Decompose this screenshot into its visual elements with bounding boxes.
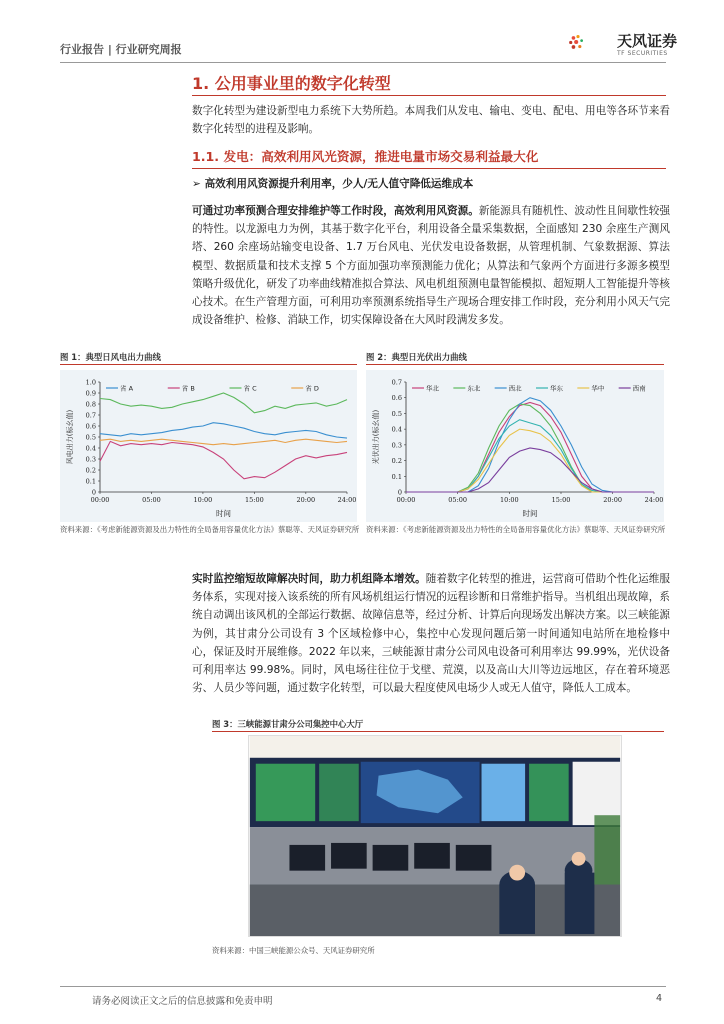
paragraph-2 (192, 570, 670, 697)
logo-sub: TF SECURITIES (617, 50, 668, 57)
y-tick-label: 0.2 (85, 466, 96, 475)
x-tick-label: 10:00 (193, 496, 213, 504)
logo-icon (568, 24, 618, 60)
legend-entry: 省 B (181, 384, 195, 393)
y-tick-label: 0.1 (391, 472, 402, 481)
paragraph-1 (192, 202, 670, 329)
legend-entry: 华东 (550, 384, 563, 393)
figure-3-source: 资料来源：中国三峡能源公众号、天风证券研究所 (212, 946, 375, 955)
legend-entry: 华中 (591, 384, 605, 393)
figure-3-rule (212, 731, 664, 732)
legend-entry: 省 C (243, 384, 257, 393)
y-tick-label: 0.8 (85, 400, 96, 409)
control-center-photo (248, 735, 622, 937)
legend-entry: 东北 (467, 384, 481, 393)
x-tick-label: 20:00 (603, 496, 623, 504)
subsection-title: 1.1. 发电：高效利用风光资源，推进电量市场交易利益最大化 (192, 149, 539, 164)
legend-entry: 西北 (508, 384, 522, 393)
figure-1-source: 资料来源：《考虑新能源资源及出力特性的全局备用容量优化方法》蔡聪等、天风证券研究所 (60, 525, 360, 534)
y-tick-label: 0.4 (85, 444, 96, 453)
y-tick-label: 0.3 (85, 455, 96, 464)
page-number: 4 (656, 993, 663, 1004)
x-tick-label: 00:00 (90, 496, 110, 504)
footer-rule (60, 986, 666, 987)
figure-1-caption: 图 1：典型日风电出力曲线 (60, 352, 161, 362)
subsection-rule (192, 168, 666, 169)
y-axis-label: 风电出力(标幺值) (66, 409, 74, 465)
y-tick-label: 0.1 (85, 477, 96, 486)
x-tick-label: 05:00 (142, 496, 161, 504)
figure-1-rule (60, 364, 357, 365)
bullet-heading: ➢ 高效利用风资源提升利用率，少人/无人值守降低运维成本 (192, 178, 474, 190)
x-tick-label: 15:00 (245, 496, 264, 504)
y-tick-label: 0.2 (391, 457, 402, 466)
figure-3-caption: 图 3：三峡能源甘肃分公司集控中心大厅 (212, 719, 364, 729)
y-tick-label: 0.7 (85, 411, 96, 420)
figure-2-source: 资料来源：《考虑新能源资源及出力特性的全局备用容量优化方法》蔡聪等、天风证券研究所 (366, 525, 666, 534)
logo-name: 天风证券 (617, 32, 678, 50)
legend-entry: 西南 (632, 384, 646, 393)
y-tick-label: 0.6 (391, 394, 402, 403)
x-tick-label: 20:00 (296, 496, 316, 504)
header-breadcrumb: 行业报告 | 行业研究周报 (60, 43, 182, 56)
intro-paragraph: 数字化转型为建设新型电力系统下大势所趋。本周我们从发电、输电、变电、配电、用电等各环节来看数字化转型的进程及影响。 (192, 105, 670, 136)
y-tick-label: 0.6 (85, 422, 96, 431)
y-tick-label: 1.0 (85, 378, 96, 387)
paragraph-1-body: 新能源具有随机性、波动性且间歇性较强的特性。以龙源电力为例，其基于数字化平台，利用设备全量采集数据，全面感知 230 余座生产测风塔、260 余座场站输变电设备、1.7 万台风电、光伏发电设备数据，从管理机制、气象数据源、算法模型、数据质量和技术支撑 5 个方面加强功率预测能力优化；从算法和气象两个方面进行多源多模型策略升级优化，研发了功率曲线精准拟合算法、风电机组预测电量智能模拟、超短期人工智能提升等核心技术。在生产管理方面，可利用功率预测系统指导生产现场合理安排工作时段，充分利用小风天气完成设备维护、检修、消缺工作，切实保障设备在大风时段满发多发。 (192, 205, 671, 327)
section-rule (192, 95, 666, 96)
y-axis-label: 光伏出力(标幺值) (372, 409, 380, 465)
y-tick-label: 0.7 (391, 378, 402, 387)
footer-disclaimer: 请务必阅读正文之后的信息披露和免责申明 (92, 996, 273, 1007)
y-tick-label: 0 (397, 488, 402, 497)
y-tick-label: 0.3 (391, 441, 402, 450)
y-tick-label: 0.5 (391, 409, 402, 418)
figure-2-caption: 图 2：典型日光伏出力曲线 (366, 352, 467, 362)
header-rule (60, 62, 666, 63)
legend-entry: 省 D (305, 384, 319, 393)
section-title: 1. 公用事业里的数字化转型 (192, 74, 391, 93)
x-axis-label: 时间 (216, 509, 231, 518)
y-tick-label: 0 (91, 488, 96, 497)
x-tick-label: 15:00 (551, 496, 571, 504)
paragraph-2-lead: 实时监控缩短故障解决时间，助力机组降本增效。 (192, 573, 426, 585)
y-tick-label: 0.5 (85, 433, 96, 442)
x-tick-label: 10:00 (499, 496, 519, 504)
legend-entry: 华北 (426, 384, 439, 393)
y-tick-label: 0.4 (391, 425, 402, 434)
chart-solar (366, 370, 664, 522)
x-tick-label: 05:00 (448, 496, 468, 504)
chart-wind (60, 370, 357, 522)
y-tick-label: 0.9 (85, 389, 96, 398)
paragraph-1-lead: 可通过功率预测合理安排维护等工作时段，高效利用风资源。 (192, 205, 479, 217)
x-tick-label: 00:00 (396, 496, 416, 504)
x-tick-label: 24:00 (337, 496, 357, 504)
x-axis-label: 时间 (522, 509, 538, 518)
x-tick-label: 24:00 (644, 496, 664, 504)
paragraph-2-body: 随着数字化转型的推进，运营商可借助个性化运维服务体系，实现对接入该系统的所有风场机组运行情况的远程诊断和日常维护指导。当机组出现故障，系统自动调出该风机的全部运行数据、故障信息等，经过分析、计算后向现场发出解决方案。以三峡能源为例，其甘肃分公司设有 3 个区域检修中心，集控中心发现问题后第一时间通知电站所在地检修中心，保证及时开展维修。2022 年以来，三峡能源甘肃分公司风电设备可利用率达 99.99%，光伏设备可利用率达 99.98%。同时，风电场往往位于戈壁、荒漠，以及高山大川等边远地区，存在着环境恶劣、人员少等问题，通过数字化转型，可以最大程度使风电场少人或无人值守，降低人工成本。 (192, 573, 670, 695)
legend-entry: 省 A (120, 384, 134, 393)
figure-2-rule (366, 364, 664, 365)
